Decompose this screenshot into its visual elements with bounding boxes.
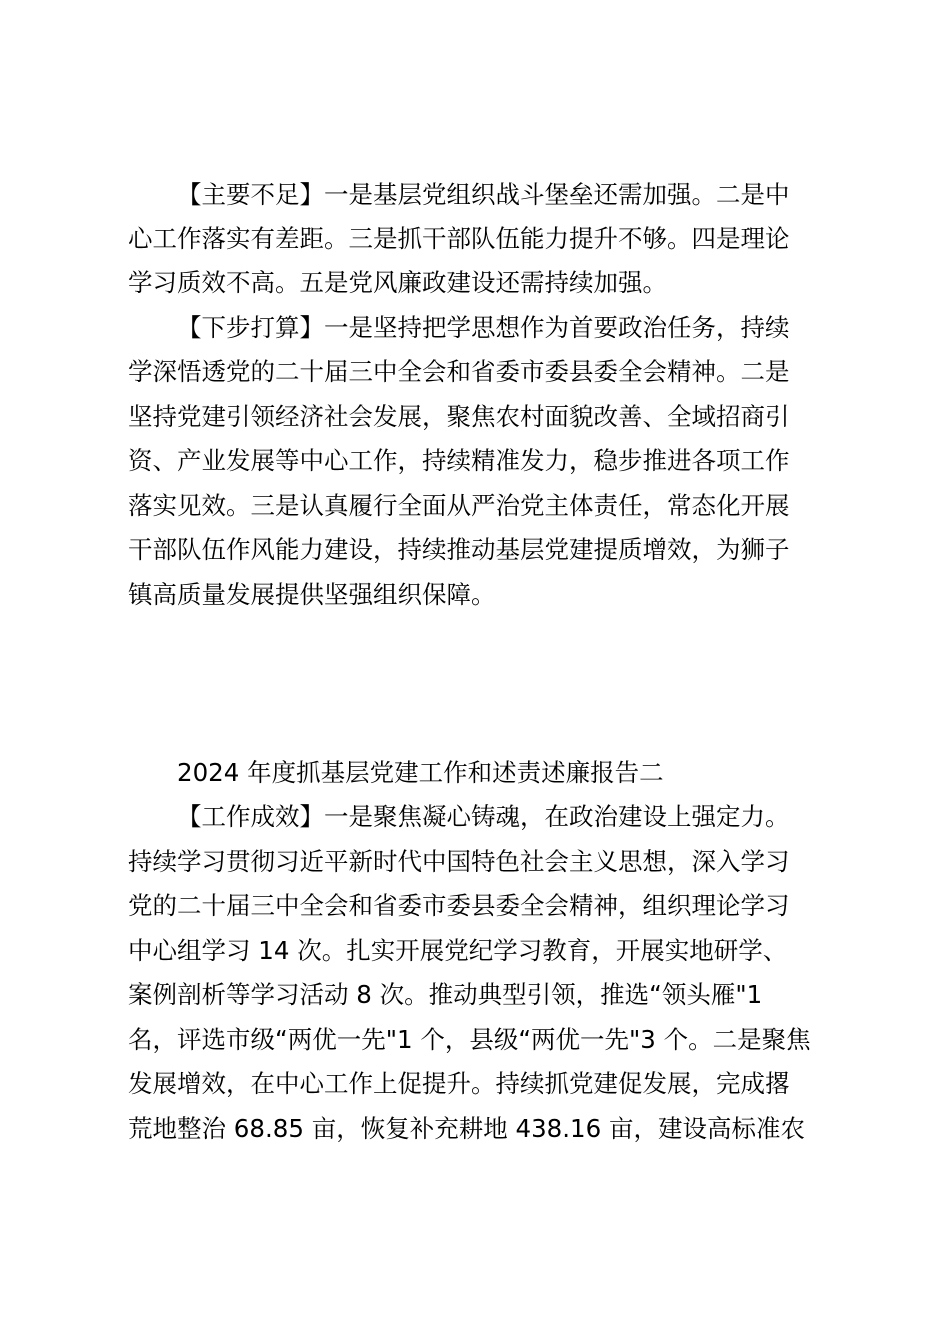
paragraph-line: 资、产业发展等中心工作，持续精准发力，稳步推进各项工作 bbox=[128, 446, 790, 475]
paragraph-line: 党的二十届三中全会和省委市委县委全会精神，组织理论学习 bbox=[128, 891, 790, 920]
paragraph-line: 镇高质量发展提供坚强组织保障。 bbox=[128, 580, 496, 609]
paragraph-line: 荒地整治 68.85 亩，恢复补充耕地 438.16 亩，建设高标准农 bbox=[128, 1114, 806, 1143]
paragraph-line: 【工作成效】一是聚焦凝心铸魂，在政治建设上强定力。 bbox=[177, 802, 790, 831]
paragraph-line: 中心组学习 14 次。扎实开展党纪学习教育，开展实地研学、 bbox=[128, 936, 788, 965]
paragraph-line: 心工作落实有差距。三是抓干部队伍能力提升不够。四是理论 bbox=[128, 224, 790, 253]
paragraph-line: 名，评选市级“两优一先"1 个，县级“两优一先"3 个。二是聚焦 bbox=[128, 1025, 811, 1054]
paragraph-line: 持续学习贯彻习近平新时代中国特色社会主义思想，深入学习 bbox=[128, 847, 790, 876]
paragraph-line: 【主要不足】一是基层党组织战斗堡垒还需加强。二是中 bbox=[177, 180, 790, 209]
paragraph-line: 案例剖析等学习活动 8 次。推动典型引领，推选“领头雁"1 bbox=[128, 980, 763, 1009]
paragraph-line: 坚持党建引领经济社会发展，聚焦农村面貌改善、全域招商引 bbox=[128, 402, 790, 431]
paragraph-line: 学深悟透党的二十届三中全会和省委市委县委全会精神。二是 bbox=[128, 357, 790, 386]
paragraph-line: 落实见效。三是认真履行全面从严治党主体责任，常态化开展 bbox=[128, 491, 790, 520]
paragraph-line: 【下步打算】一是坚持把学思想作为首要政治任务，持续 bbox=[177, 313, 790, 342]
paragraph-line: 发展增效，在中心工作上促提升。持续抓党建促发展，完成撂 bbox=[128, 1069, 790, 1098]
paragraph-line: 学习质效不高。五是党风廉政建设还需持续加强。 bbox=[128, 268, 667, 297]
paragraph-line: 干部队伍作风能力建设，持续推动基层党建提质增效，为狮子 bbox=[128, 535, 790, 564]
report-title: 2024 年度抓基层党建工作和述责述廉报告二 bbox=[177, 758, 664, 787]
